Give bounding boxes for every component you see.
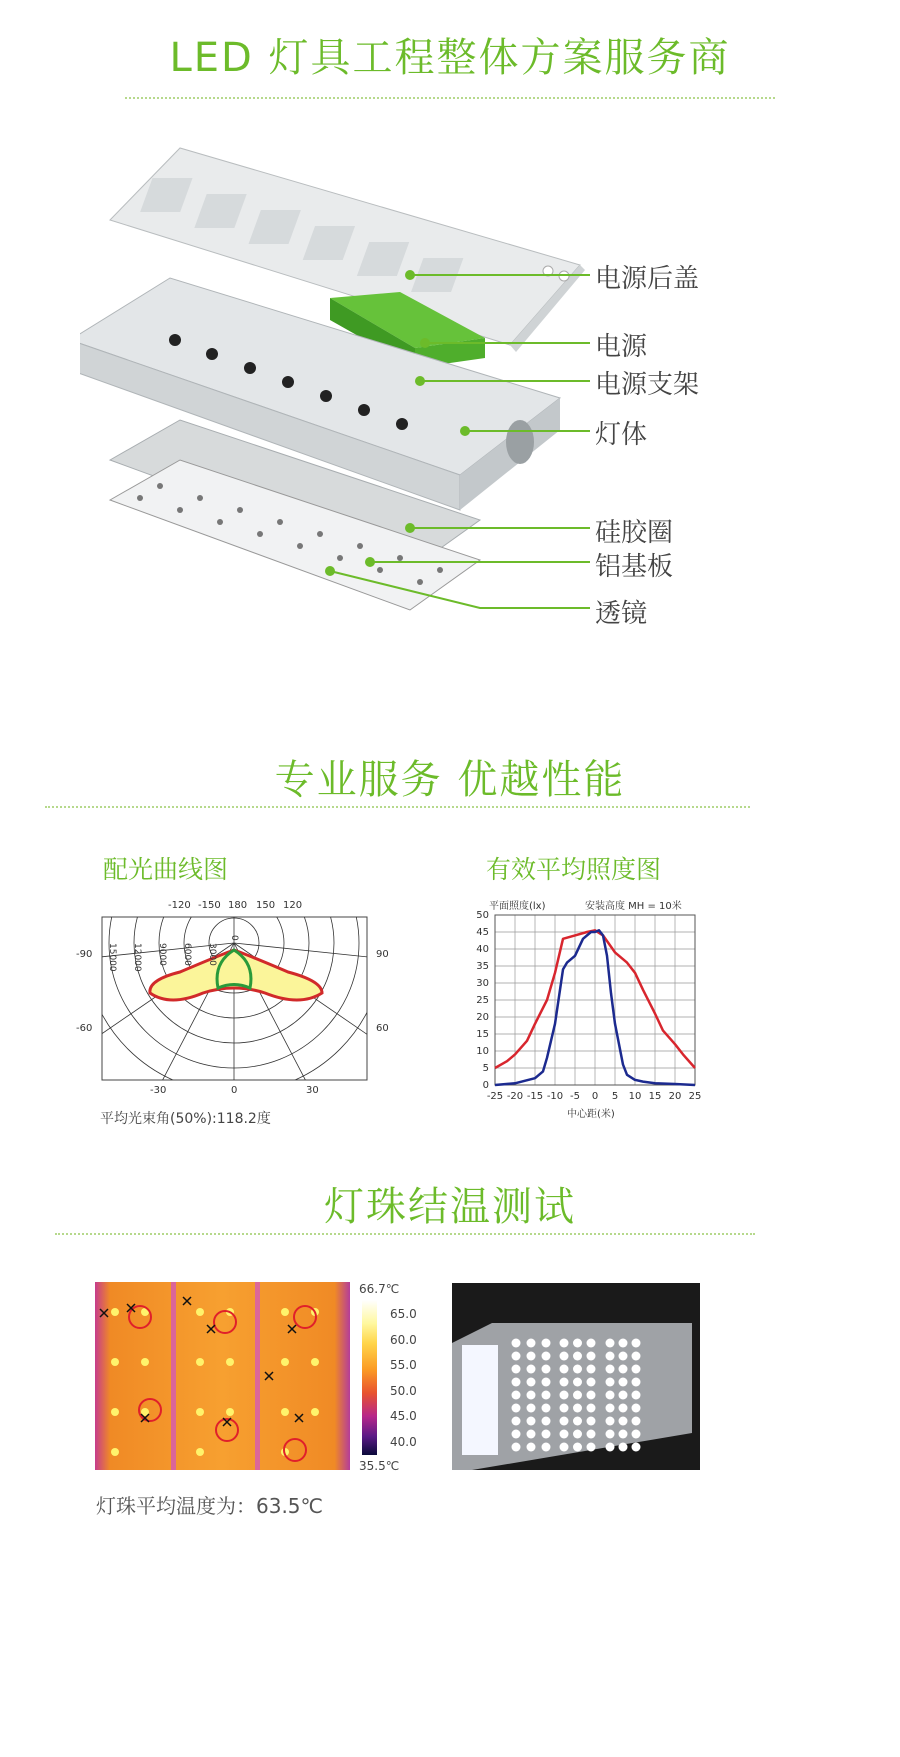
section1-divider bbox=[125, 97, 775, 99]
led-bead bbox=[606, 1378, 615, 1387]
illum-x-tick: 0 bbox=[591, 1091, 599, 1102]
polar-top-tick: 150 bbox=[256, 900, 276, 911]
callout-aluminum-board: 铝基板 bbox=[595, 552, 674, 582]
led-bead bbox=[573, 1417, 582, 1426]
polar-side-tick: -90 bbox=[76, 949, 93, 960]
callout-power-bracket: 电源支架 bbox=[595, 370, 700, 400]
led-bead bbox=[632, 1404, 641, 1413]
led-bead bbox=[573, 1352, 582, 1361]
section3-divider bbox=[55, 1233, 755, 1235]
led-bead bbox=[632, 1391, 641, 1400]
illum-x-tick: -25 bbox=[486, 1091, 504, 1102]
led-bead bbox=[527, 1365, 536, 1374]
illum-y-tick: 45 bbox=[476, 927, 489, 938]
led-bead bbox=[606, 1430, 615, 1439]
led-bead bbox=[573, 1430, 582, 1439]
led-bead bbox=[512, 1378, 521, 1387]
led-bead bbox=[527, 1404, 536, 1413]
illum-xlabel: 中心距(米) bbox=[567, 1109, 615, 1120]
thermal-image bbox=[95, 1282, 350, 1470]
polar-top-tick: -120 bbox=[168, 900, 191, 911]
scale-tick: 40.0 bbox=[390, 1434, 417, 1449]
led-bead bbox=[587, 1365, 596, 1374]
scale-min-label: 35.5℃ bbox=[359, 1459, 400, 1473]
polar-radial-label: 3000 bbox=[207, 943, 217, 966]
led-bead bbox=[560, 1352, 569, 1361]
led-bead bbox=[542, 1365, 551, 1374]
led-bead bbox=[542, 1391, 551, 1400]
polar-chart-title: 配光曲线图 bbox=[103, 855, 229, 884]
led-bead bbox=[560, 1391, 569, 1400]
lit-fixture-photo bbox=[452, 1283, 700, 1470]
illum-x-tick: -5 bbox=[570, 1091, 580, 1102]
illuminance-chart-title: 有效平均照度图 bbox=[486, 855, 662, 884]
illum-x-tick: -15 bbox=[526, 1091, 544, 1102]
led-bead bbox=[560, 1404, 569, 1413]
callout-lamp-body: 灯体 bbox=[595, 420, 648, 450]
illum-x-tick: 20 bbox=[668, 1091, 682, 1102]
led-bead bbox=[632, 1378, 641, 1387]
led-bead bbox=[587, 1378, 596, 1387]
section3-title: 灯珠结温测试 bbox=[324, 1184, 576, 1230]
led-bead bbox=[619, 1404, 628, 1413]
led-bead bbox=[619, 1339, 628, 1348]
polar-top-tick: 120 bbox=[283, 900, 303, 911]
led-bead bbox=[573, 1391, 582, 1400]
led-bead bbox=[619, 1352, 628, 1361]
led-bead bbox=[573, 1404, 582, 1413]
scale-tick: 65.0 bbox=[390, 1307, 417, 1321]
led-bead bbox=[606, 1365, 615, 1374]
led-bead bbox=[632, 1417, 641, 1426]
led-bead bbox=[542, 1352, 551, 1361]
led-bead bbox=[619, 1417, 628, 1426]
beam-angle-note: 平均光束角(50%):118.2度 bbox=[100, 1111, 271, 1127]
illum-x-tick: 25 bbox=[688, 1091, 702, 1102]
polar-radial-label: 9000 bbox=[157, 943, 167, 966]
led-bead bbox=[512, 1391, 521, 1400]
led-bead bbox=[527, 1339, 536, 1348]
illum-y-tick: 20 bbox=[476, 1012, 489, 1023]
polar-bottom-tick: -30 bbox=[150, 1085, 167, 1096]
led-bead bbox=[619, 1443, 628, 1452]
callout-power-supply: 电源 bbox=[595, 332, 648, 362]
illuminance-line-chart bbox=[455, 895, 715, 1130]
led-bead bbox=[606, 1404, 615, 1413]
led-bead bbox=[560, 1443, 569, 1452]
led-bead bbox=[560, 1430, 569, 1439]
callout-lens: 透镜 bbox=[595, 599, 648, 629]
section2-title: 专业服务 优越性能 bbox=[274, 757, 626, 803]
polar-radial-label: 6000 bbox=[182, 943, 192, 966]
led-bead bbox=[527, 1443, 536, 1452]
led-bead bbox=[606, 1443, 615, 1452]
illum-ylabel: 平面照度(lx) bbox=[489, 901, 546, 912]
illum-y-tick: 0 bbox=[482, 1080, 489, 1091]
led-bead bbox=[587, 1339, 596, 1348]
scale-tick: 55.0 bbox=[390, 1358, 417, 1373]
led-bead bbox=[619, 1391, 628, 1400]
led-bead bbox=[512, 1430, 521, 1439]
led-bead bbox=[619, 1430, 628, 1439]
led-bead bbox=[527, 1430, 536, 1439]
led-bead bbox=[527, 1378, 536, 1387]
led-bead bbox=[560, 1378, 569, 1387]
callout-silicone-ring: 硅胶圈 bbox=[595, 518, 674, 548]
led-bead bbox=[587, 1430, 596, 1439]
illum-y-tick: 25 bbox=[476, 995, 489, 1006]
illum-y-tick: 5 bbox=[482, 1063, 489, 1074]
polar-side-tick: 90 bbox=[376, 949, 389, 960]
illum-y-tick: 50 bbox=[476, 910, 489, 921]
illum-install-height: 安装高度 MH = 10米 bbox=[585, 901, 682, 912]
led-bead bbox=[527, 1391, 536, 1400]
led-bead bbox=[560, 1365, 569, 1374]
led-bead bbox=[573, 1339, 582, 1348]
led-bead bbox=[560, 1339, 569, 1348]
led-bead bbox=[542, 1430, 551, 1439]
led-bead bbox=[527, 1352, 536, 1361]
illum-x-tick: 15 bbox=[648, 1091, 662, 1102]
polar-bottom-tick: 30 bbox=[306, 1085, 319, 1096]
led-bead bbox=[587, 1404, 596, 1413]
scale-max-label: 66.7℃ bbox=[359, 1282, 400, 1296]
led-bead bbox=[632, 1352, 641, 1361]
illum-y-tick: 40 bbox=[476, 944, 489, 955]
led-bead bbox=[512, 1365, 521, 1374]
led-bead bbox=[632, 1443, 641, 1452]
led-bead bbox=[512, 1404, 521, 1413]
led-bead bbox=[587, 1417, 596, 1426]
led-bead bbox=[619, 1378, 628, 1387]
polar-side-tick: 60 bbox=[376, 1023, 389, 1034]
led-bead bbox=[542, 1339, 551, 1348]
section1-title: LED 灯具工程整体方案服务商 bbox=[169, 35, 731, 81]
callout-power-rear-cover: 电源后盖 bbox=[595, 264, 700, 294]
scale-tick: 50.0 bbox=[390, 1383, 417, 1398]
polar-bottom-tick: 0 bbox=[231, 1085, 238, 1096]
polar-side-tick: -60 bbox=[76, 1023, 93, 1034]
led-bead bbox=[619, 1365, 628, 1374]
led-bead bbox=[542, 1417, 551, 1426]
section2-divider bbox=[45, 806, 750, 808]
polar-top-tick: 180 bbox=[228, 900, 248, 911]
led-bead bbox=[512, 1339, 521, 1348]
illum-y-tick: 30 bbox=[476, 978, 489, 989]
polar-radial-label: 0 bbox=[229, 935, 239, 941]
led-bead bbox=[527, 1417, 536, 1426]
led-bead bbox=[560, 1417, 569, 1426]
led-bead bbox=[606, 1352, 615, 1361]
illum-x-tick: 5 bbox=[611, 1091, 619, 1102]
scale-tick: 60.0 bbox=[390, 1332, 417, 1347]
polar-radial-label: 12000 bbox=[132, 943, 142, 972]
led-bead bbox=[573, 1378, 582, 1387]
led-bead bbox=[587, 1443, 596, 1452]
illum-y-tick: 15 bbox=[476, 1029, 489, 1040]
led-bead bbox=[632, 1365, 641, 1374]
scale-ticks bbox=[390, 1302, 417, 1456]
led-bead bbox=[542, 1443, 551, 1452]
led-bead bbox=[542, 1404, 551, 1413]
temperature-color-scale bbox=[362, 1300, 377, 1455]
led-bead bbox=[512, 1443, 521, 1452]
illum-y-tick: 35 bbox=[476, 961, 489, 972]
polar-radial-label: 15000 bbox=[107, 943, 117, 972]
polar-top-tick: -150 bbox=[198, 900, 221, 911]
average-temperature-note: 灯珠平均温度为：63.5℃ bbox=[96, 1494, 323, 1518]
led-bead bbox=[632, 1430, 641, 1439]
scale-tick: 45.0 bbox=[390, 1409, 417, 1424]
led-bead bbox=[587, 1391, 596, 1400]
light-distribution-polar-chart bbox=[70, 895, 400, 1125]
led-bead bbox=[512, 1417, 521, 1426]
illum-y-tick: 10 bbox=[476, 1046, 489, 1057]
illum-x-tick: 10 bbox=[628, 1091, 642, 1102]
led-bead bbox=[573, 1443, 582, 1452]
led-bead bbox=[632, 1339, 641, 1348]
led-fixture-exploded-illustration bbox=[80, 130, 640, 720]
led-bead bbox=[512, 1352, 521, 1361]
illum-x-tick: -10 bbox=[546, 1091, 564, 1102]
led-bead bbox=[587, 1352, 596, 1361]
led-bead bbox=[573, 1365, 582, 1374]
led-bead bbox=[606, 1339, 615, 1348]
led-bead bbox=[606, 1391, 615, 1400]
led-bead bbox=[542, 1378, 551, 1387]
led-bead bbox=[606, 1417, 615, 1426]
illum-x-tick: -20 bbox=[506, 1091, 524, 1102]
